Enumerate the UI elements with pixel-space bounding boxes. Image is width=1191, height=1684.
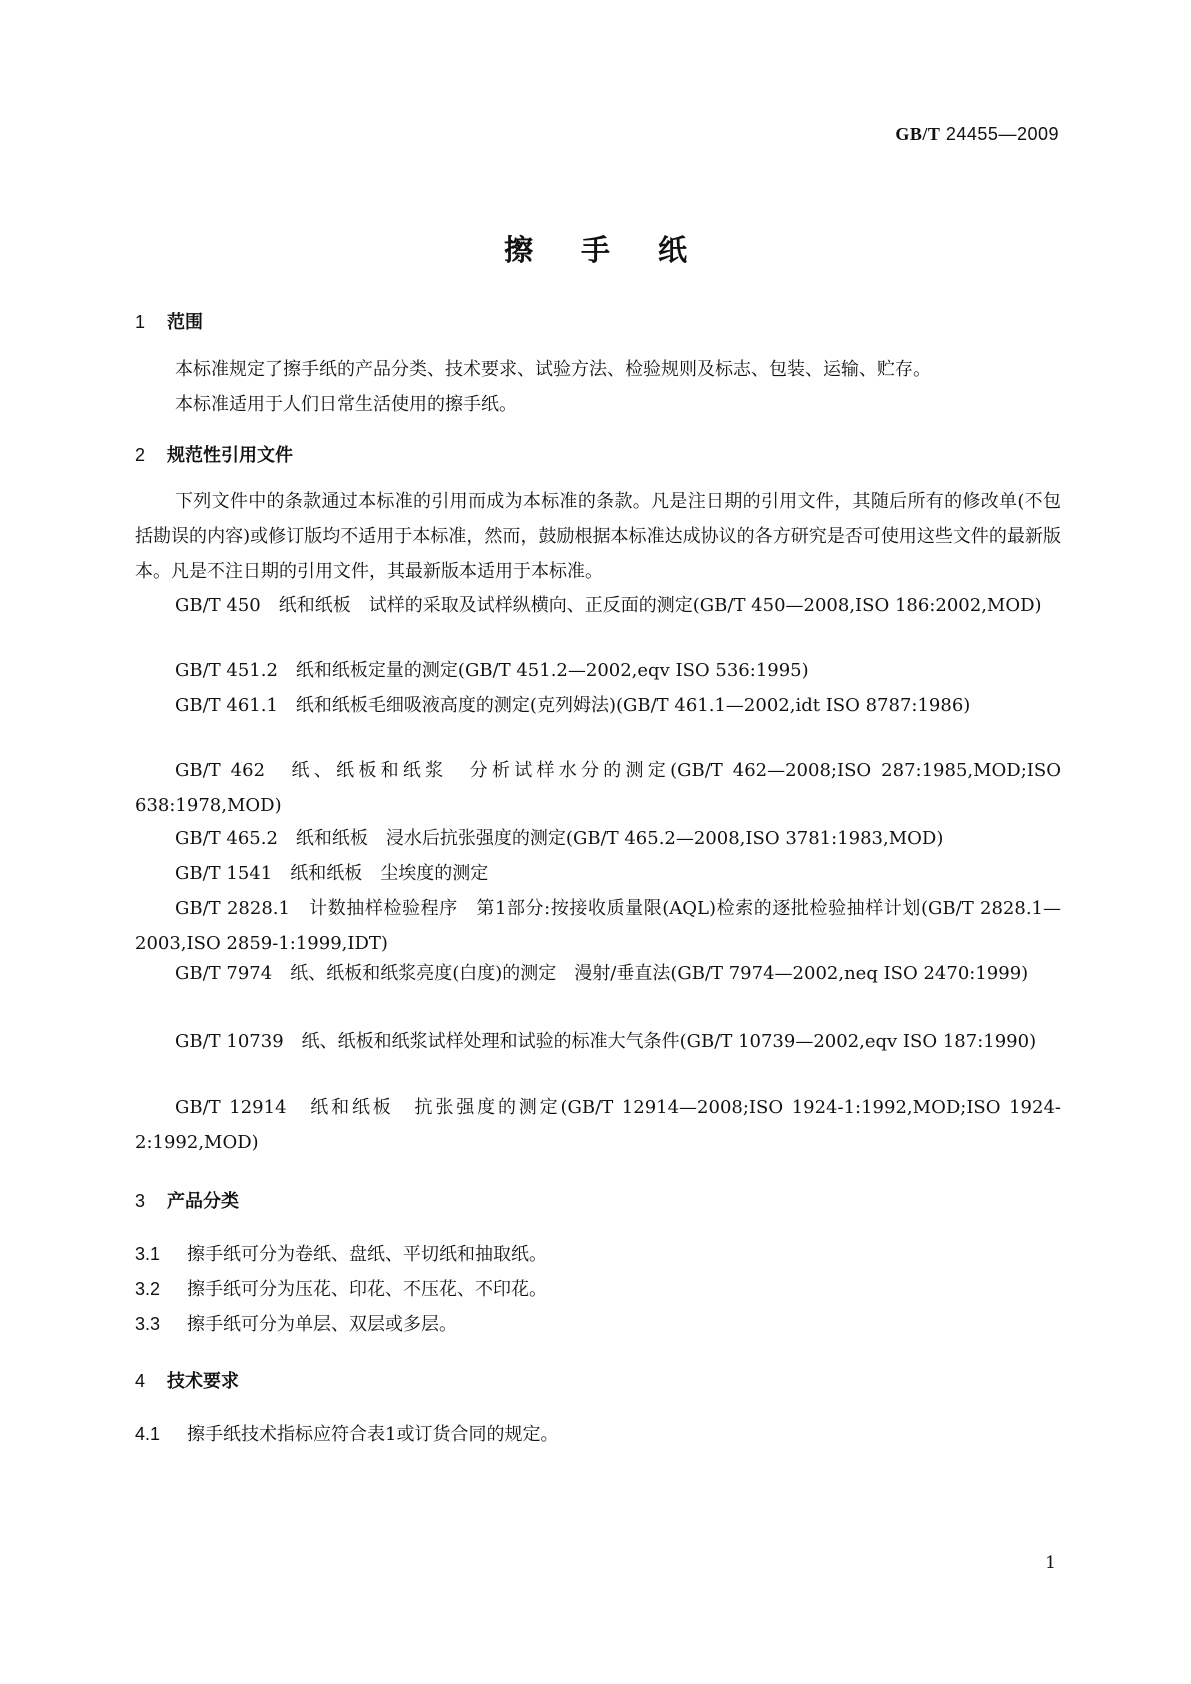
reference-item: GB/T 450 纸和纸板 试样的采取及试样纵横向、正反面的测定(GB/T 450—2008,ISO 186:2002,MOD) xyxy=(175,595,1042,616)
clause-4-1: 4.1 擦手纸技术指标应符合表1或订货合同的规定。 xyxy=(135,1424,559,1445)
reference-item: GB/T 12914 纸和纸板 抗张强度的测定(GB/T 12914—2008;ISO 1924-1:1992,MOD;ISO 1924-2:1992,MOD) xyxy=(135,1097,1061,1153)
standard-number: GB/T 24455—2009 xyxy=(895,124,1059,144)
reference-item: GB/T 7974 纸、纸板和纸浆亮度(白度)的测定 漫射/垂直法(GB/T 7974—2002,neq ISO 2470:1999) xyxy=(175,963,1029,984)
reference-item: GB/T 461.1 纸和纸板毛细吸液高度的测定(克列姆法)(GB/T 461.1—2002,idt ISO 8787:1986) xyxy=(175,695,971,716)
section-4-heading: 4 技术要求 xyxy=(135,1371,239,1392)
section-1-para-2: 本标准适用于人们日常生活使用的擦手纸。 xyxy=(175,394,517,415)
reference-item: GB/T 451.2 纸和纸板定量的测定(GB/T 451.2—2002,eqv ISO 536:1995) xyxy=(175,660,809,681)
reference-item: GB/T 462 纸、纸板和纸浆 分析试样水分的测定(GB/T 462—2008;ISO 287:1985,MOD;ISO 638:1978,MOD) xyxy=(135,760,1061,816)
reference-item: GB/T 465.2 纸和纸板 浸水后抗张强度的测定(GB/T 465.2—2008,ISO 3781:1983,MOD) xyxy=(175,828,944,849)
clause-3-1: 3.1 擦手纸可分为卷纸、盘纸、平切纸和抽取纸。 xyxy=(135,1244,547,1265)
section-1-para-1: 本标准规定了擦手纸的产品分类、技术要求、试验方法、检验规则及标志、包装、运输、贮存。 xyxy=(175,359,931,380)
page-number: 1 xyxy=(1045,1553,1056,1573)
reference-item: GB/T 2828.1 计数抽样检验程序 第1部分:按接收质量限(AQL)检索的逐批检验抽样计划(GB/T 2828.1—2003,ISO 2859-1:1999,IDT) xyxy=(135,898,1061,954)
clause-3-2: 3.2 擦手纸可分为压花、印花、不压花、不印花。 xyxy=(135,1279,547,1300)
reference-item: GB/T 10739 纸、纸板和纸浆试样处理和试验的标准大气条件(GB/T 10739—2002,eqv ISO 187:1990) xyxy=(175,1031,1037,1052)
reference-item: GB/T 1541 纸和纸板 尘埃度的测定 xyxy=(175,863,489,884)
clause-3-3: 3.3 擦手纸可分为单层、双层或多层。 xyxy=(135,1314,457,1335)
document-title: 擦手纸 xyxy=(503,233,735,267)
section-1-heading: 1 范围 xyxy=(135,312,203,333)
section-3-heading: 3 产品分类 xyxy=(135,1191,239,1212)
section-2-heading: 2 规范性引用文件 xyxy=(135,445,293,466)
section-2-intro: 下列文件中的条款通过本标准的引用而成为本标准的条款。凡是注日期的引用文件，其随后所有的修改单(不包括勘误的内容)或修订版均不适用于本标准，然而，鼓励根据本标准达成协议的各方研究是否可使用这些文件的最新版本。凡是不注日期的引用文件，其最新版本适用于本标准。 xyxy=(135,491,1061,582)
